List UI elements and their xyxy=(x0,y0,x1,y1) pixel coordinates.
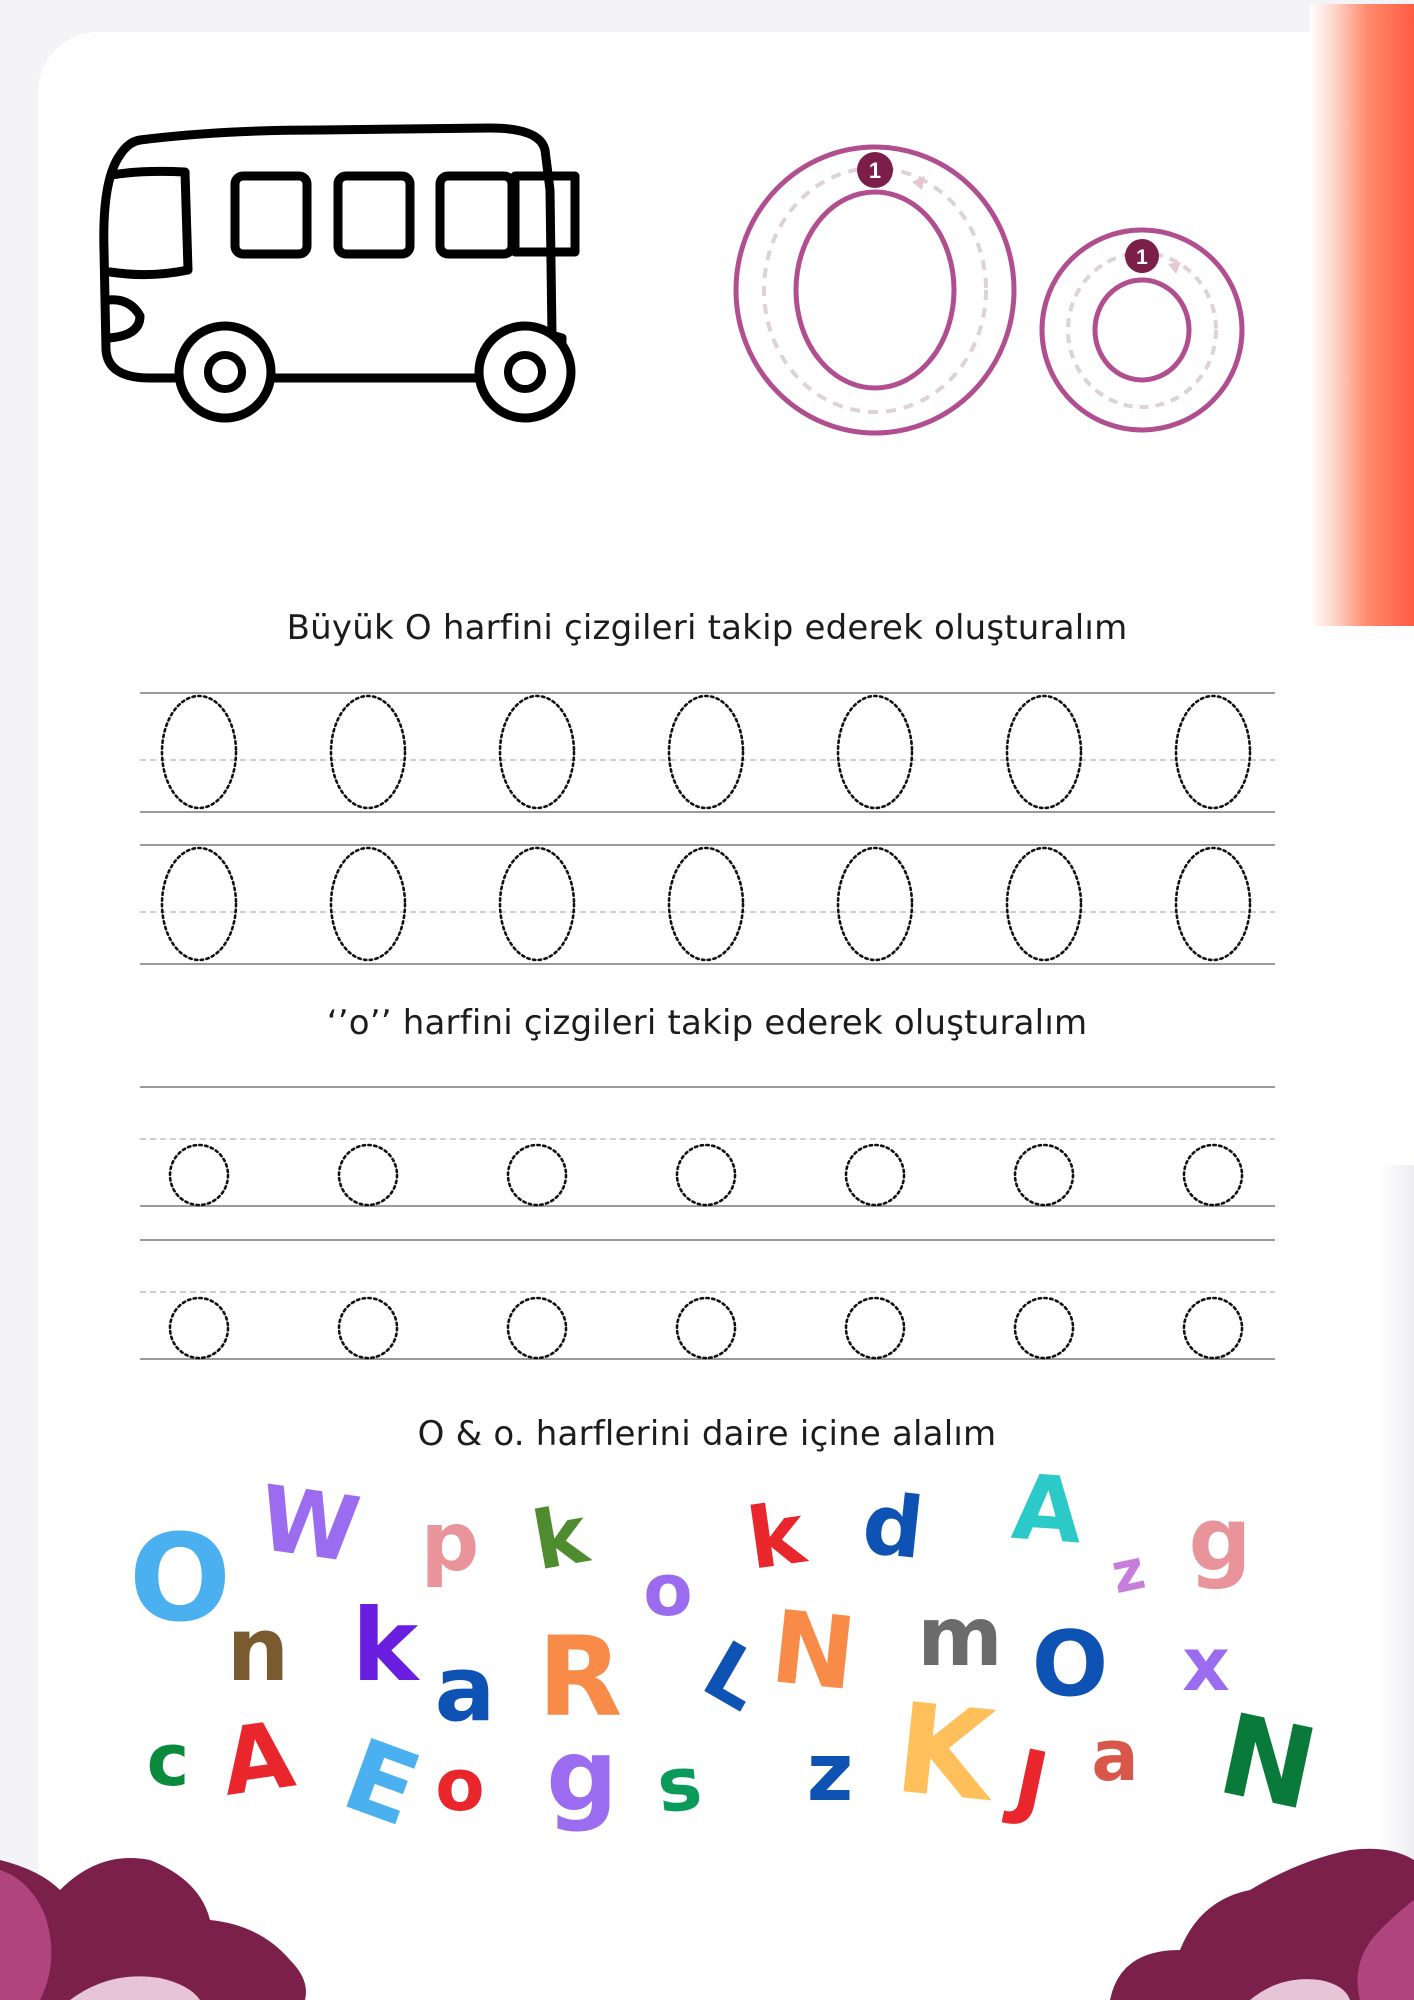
jumble-letter[interactable]: m xyxy=(917,1590,1003,1685)
circle-task-heading: O & o. harflerini daire içine alalım xyxy=(417,1414,997,1454)
jumble-letter[interactable]: k xyxy=(741,1483,811,1589)
jumble-letter[interactable]: d xyxy=(858,1474,929,1579)
tracing-letter-o[interactable] xyxy=(1015,1298,1073,1358)
jumble-letter[interactable]: z xyxy=(806,1726,854,1819)
jumble-letter[interactable]: s xyxy=(652,1740,706,1831)
step-number: 1 xyxy=(868,158,882,183)
tracing-letter-o[interactable] xyxy=(677,1145,735,1205)
jumble-letter[interactable]: N xyxy=(765,1588,862,1714)
tracing-row xyxy=(140,1240,1275,1359)
jumble-letter[interactable]: O xyxy=(1031,1612,1109,1717)
tracing-letter-o[interactable] xyxy=(1015,1145,1073,1205)
jumble-letter[interactable]: o xyxy=(435,1743,485,1827)
jumble-letter[interactable]: A xyxy=(214,1700,301,1817)
jumble-letter[interactable]: c xyxy=(146,1718,190,1802)
jumble-letter[interactable]: k xyxy=(525,1487,595,1589)
tracing-letter-O[interactable] xyxy=(838,848,912,960)
tracing-letter-o[interactable] xyxy=(339,1298,397,1358)
tracing-letter-O[interactable] xyxy=(669,848,743,960)
lowercase-tracing-area xyxy=(140,1085,1275,1365)
tracing-letter-O[interactable] xyxy=(1176,848,1250,960)
jumble-letter[interactable]: p xyxy=(420,1495,480,1590)
tracing-letter-o[interactable] xyxy=(170,1145,228,1205)
tracing-letter-O[interactable] xyxy=(500,848,574,960)
jumble-letter[interactable]: z xyxy=(1105,1536,1151,1607)
jumble-letter[interactable]: W xyxy=(252,1465,366,1584)
accent-stripe xyxy=(1310,4,1414,626)
tracing-letter-o[interactable] xyxy=(846,1145,904,1205)
jumble-letter[interactable]: k xyxy=(351,1587,419,1704)
tracing-letter-O[interactable] xyxy=(162,848,236,960)
tracing-letter-O[interactable] xyxy=(669,696,743,808)
tracing-letter-O[interactable] xyxy=(1007,848,1081,960)
jumble-letter[interactable]: L xyxy=(688,1623,780,1730)
jumble-letter[interactable]: E xyxy=(329,1715,434,1850)
letter-O-tracing-guide xyxy=(730,140,1020,440)
tracing-letter-O[interactable] xyxy=(331,696,405,808)
tracing-row xyxy=(140,693,1275,812)
jumble-letter[interactable]: A xyxy=(1008,1454,1086,1565)
jumble-letter[interactable]: g xyxy=(1188,1488,1252,1591)
tracing-row xyxy=(140,845,1275,964)
lowercase-heading: ‘’o’’ harfini çizgileri takip ederek oluşturalım xyxy=(326,1003,1088,1043)
bottom-left-blob xyxy=(0,1830,320,2000)
tracing-letter-o[interactable] xyxy=(1184,1298,1242,1358)
tracing-letter-O[interactable] xyxy=(1007,696,1081,808)
jumble-letter[interactable]: g xyxy=(546,1717,618,1834)
uppercase-heading: Büyük O harfini çizgileri takip ederek oluşturalım xyxy=(286,608,1128,648)
step-number: 1 xyxy=(1136,246,1148,269)
tracing-letter-O[interactable] xyxy=(331,848,405,960)
jumble-letter[interactable]: R xyxy=(537,1613,623,1741)
jumble-letter[interactable]: x xyxy=(1182,1622,1230,1708)
tracing-letter-o[interactable] xyxy=(846,1298,904,1358)
uppercase-tracing-area xyxy=(140,690,1275,970)
jumble-letter[interactable]: o xyxy=(643,1548,693,1632)
tracing-letter-o[interactable] xyxy=(1184,1145,1242,1205)
tracing-letter-o[interactable] xyxy=(170,1298,228,1358)
tracing-letter-o[interactable] xyxy=(508,1145,566,1205)
letter-jumble xyxy=(0,1454,1414,1860)
jumble-letter[interactable]: n xyxy=(226,1598,290,1701)
jumble-letter[interactable]: a xyxy=(1091,1715,1139,1797)
tracing-letter-O[interactable] xyxy=(500,696,574,808)
jumble-letter[interactable]: J xyxy=(1005,1730,1057,1833)
tracing-row xyxy=(140,1087,1275,1206)
tracing-letter-O[interactable] xyxy=(838,696,912,808)
jumble-letter[interactable]: O xyxy=(128,1510,232,1649)
tracing-letter-o[interactable] xyxy=(339,1145,397,1205)
jumble-letter[interactable]: N xyxy=(1208,1689,1328,1837)
bus-icon xyxy=(100,120,670,440)
jumble-letter[interactable]: a xyxy=(434,1637,496,1742)
letter-o-tracing-guide xyxy=(1038,226,1248,436)
tracing-letter-O[interactable] xyxy=(1176,696,1250,808)
tracing-letter-o[interactable] xyxy=(677,1298,735,1358)
tracing-letter-o[interactable] xyxy=(508,1298,566,1358)
jumble-letter[interactable]: K xyxy=(889,1676,1000,1830)
tracing-letter-O[interactable] xyxy=(162,696,236,808)
bottom-right-blob xyxy=(1100,1840,1414,2000)
